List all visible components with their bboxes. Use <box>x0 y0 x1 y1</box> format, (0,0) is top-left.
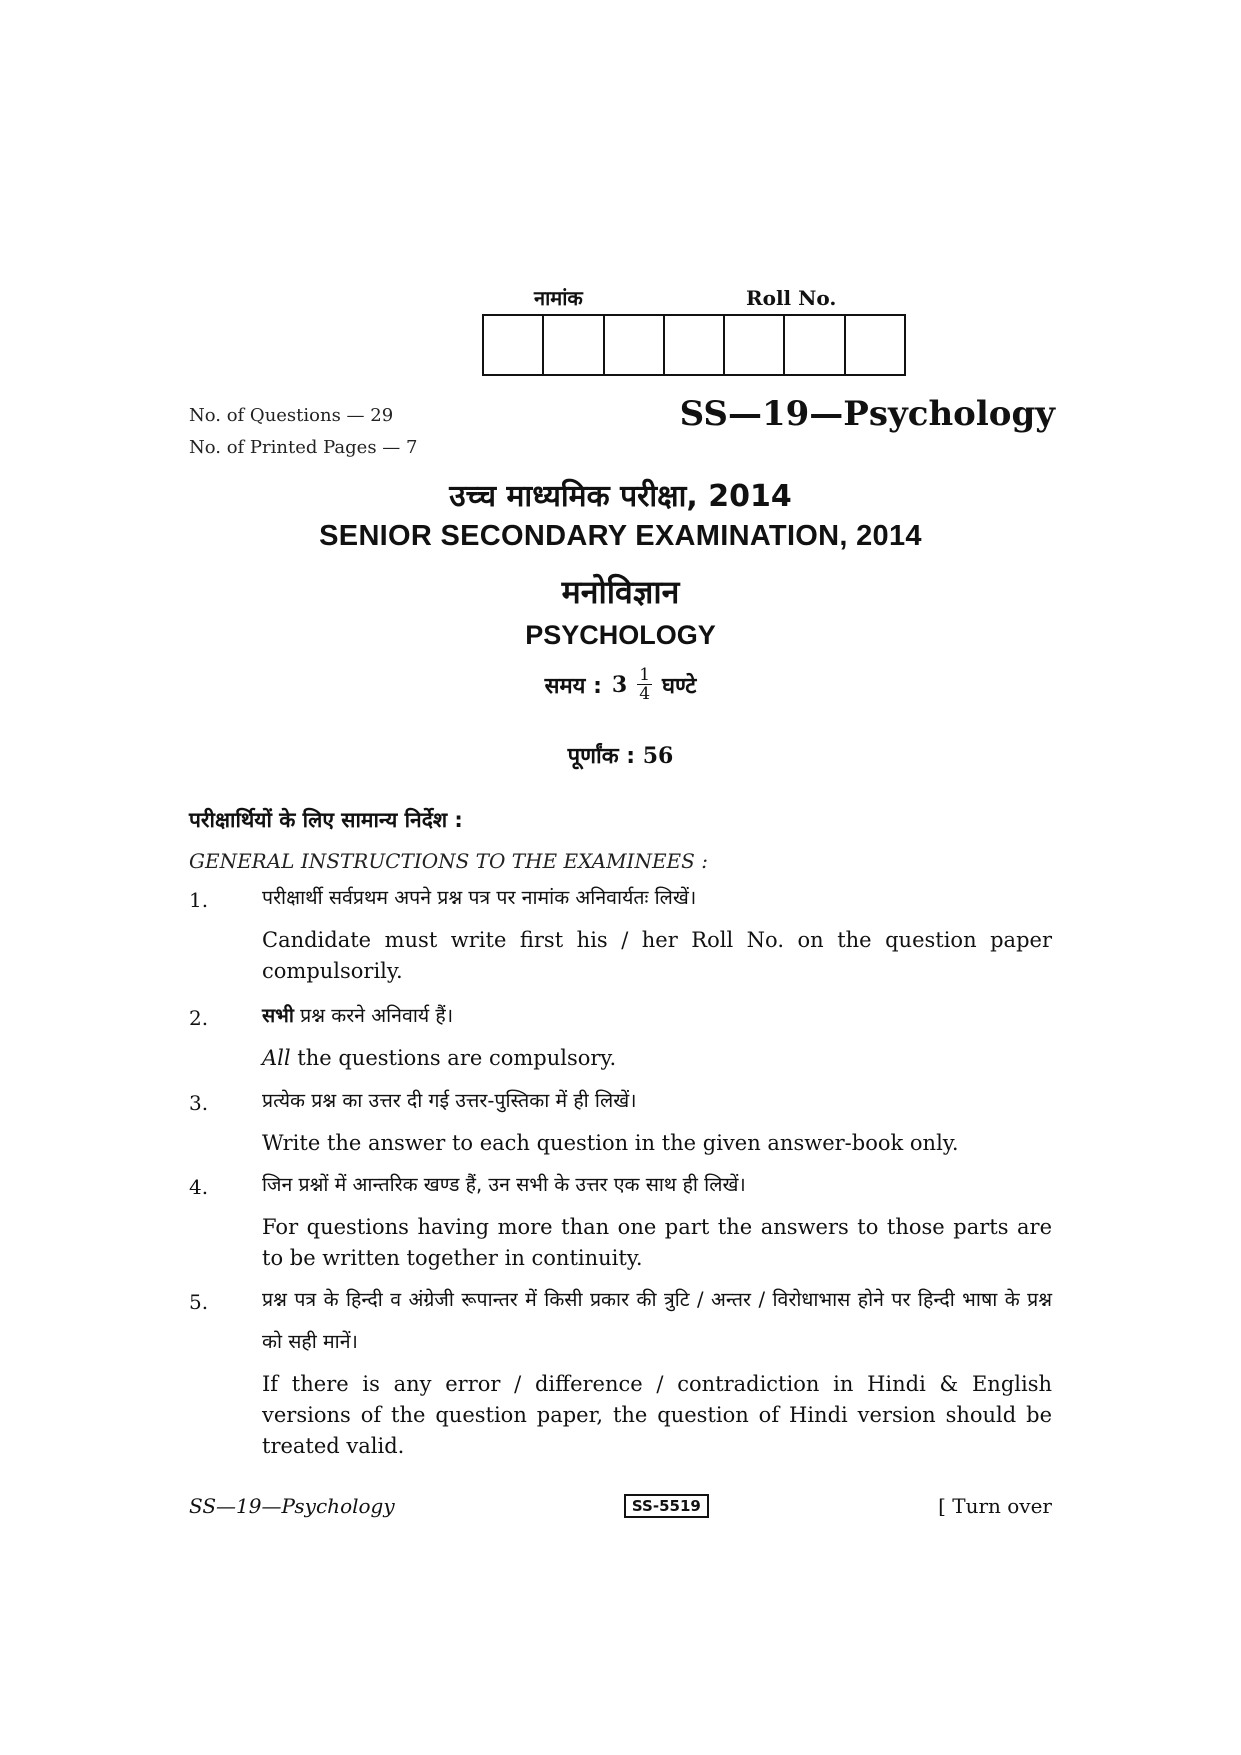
item-number: 3. <box>189 1091 209 1115</box>
time-unit: घण्टे <box>662 673 697 699</box>
instruction-item <box>189 995 1052 1074</box>
item-text-hindi <box>262 995 1052 1037</box>
instruction-item <box>189 1164 1052 1274</box>
turn-over-note: [ Turn over <box>938 1494 1052 1518</box>
item-text-english-rest: the questions are compulsory. <box>290 1046 617 1070</box>
item-number: 4. <box>189 1175 209 1199</box>
item-text-english <box>262 1043 1052 1074</box>
roll-digit-box[interactable] <box>484 316 544 374</box>
paper-code: SS—19—Psychology <box>679 394 1055 434</box>
item-text-hindi-bold: सभी <box>262 1004 294 1027</box>
time-whole: 3 <box>611 671 628 698</box>
num-questions: No. of Questions — 29 <box>189 405 394 426</box>
roll-digit-box[interactable] <box>665 316 725 374</box>
item-number: 1. <box>189 888 209 912</box>
roll-digit-box[interactable] <box>605 316 665 374</box>
item-number: 2. <box>189 1006 209 1030</box>
instruction-item <box>189 877 1052 987</box>
item-text-english: If there is any error / difference / contradiction in Hindi & English versions of the question paper, the question of Hindi version should be treated valid. <box>262 1372 1052 1458</box>
instructions-heading-hindi: परीक्षार्थियों के लिए सामान्य निर्देश : <box>189 808 463 832</box>
roll-label-hindi: नामांक <box>534 286 583 310</box>
roll-digit-box[interactable] <box>785 316 845 374</box>
roll-label-english: Roll No. <box>746 286 837 310</box>
marks-label: पूर्णांक : <box>567 744 636 769</box>
subject-hindi: मनोविज्ञान <box>561 573 680 611</box>
max-marks <box>0 740 1241 770</box>
roll-digit-box[interactable] <box>846 316 904 374</box>
fraction-denominator: 4 <box>639 684 651 704</box>
item-text-english: For questions having more than one part the answers to those parts are to be written together in continuity. <box>262 1215 1052 1270</box>
exam-title-hindi: उच्च माध्यमिक परीक्षा, 2014 <box>449 479 792 514</box>
fraction-numerator: 1 <box>639 665 651 685</box>
instruction-item <box>189 1279 1052 1462</box>
item-text-english: Write the answer to each question in the given answer-book only. <box>262 1131 959 1155</box>
footer-series-code: SS-5519 <box>624 1494 709 1518</box>
instructions-heading-english: GENERAL INSTRUCTIONS TO THE EXAMINEES : <box>189 849 708 873</box>
item-text-english-italic: All <box>262 1046 291 1070</box>
item-number: 5. <box>189 1290 209 1314</box>
roll-number-section <box>482 284 904 376</box>
item-text-english: Candidate must write first his / her Roll No. on the question paper compulsorily. <box>262 928 1052 983</box>
exam-title-english: SENIOR SECONDARY EXAMINATION, 2014 <box>319 520 922 552</box>
item-text-hindi: जिन प्रश्नों में आन्तरिक खण्ड हैं, उन सभी के उत्तर एक साथ ही लिखें। <box>262 1173 746 1196</box>
roll-digit-box[interactable] <box>725 316 785 374</box>
page-footer <box>189 1494 1052 1518</box>
item-text-hindi: प्रश्न पत्र के हिन्दी व अंग्रेजी रूपान्तर में किसी प्रकार की त्रुटि / अन्तर / विरोधाभास होने पर हिन्दी भाषा के प्रश्न को सही मानें। <box>262 1288 1052 1353</box>
exam-duration <box>0 666 1241 703</box>
roll-digit-box[interactable] <box>544 316 604 374</box>
time-fraction <box>637 666 652 703</box>
item-text-hindi-rest: प्रश्न करने अनिवार्य हैं। <box>293 1004 454 1027</box>
roll-number-boxes[interactable] <box>482 314 906 376</box>
item-text-hindi: प्रत्येक प्रश्न का उत्तर दी गई उत्तर-पुस्तिका में ही लिखें। <box>262 1089 637 1112</box>
marks-value: 56 <box>642 743 674 769</box>
item-text-hindi: परीक्षार्थी सर्वप्रथम अपने प्रश्न पत्र पर नामांक अनिवार्यतः लिखें। <box>262 886 697 909</box>
instruction-item <box>189 1080 1052 1159</box>
subject-english: PSYCHOLOGY <box>525 620 716 650</box>
num-pages: No. of Printed Pages — 7 <box>189 437 418 458</box>
time-label: समय : <box>544 673 602 699</box>
footer-paper-code: SS—19—Psychology <box>189 1494 395 1518</box>
